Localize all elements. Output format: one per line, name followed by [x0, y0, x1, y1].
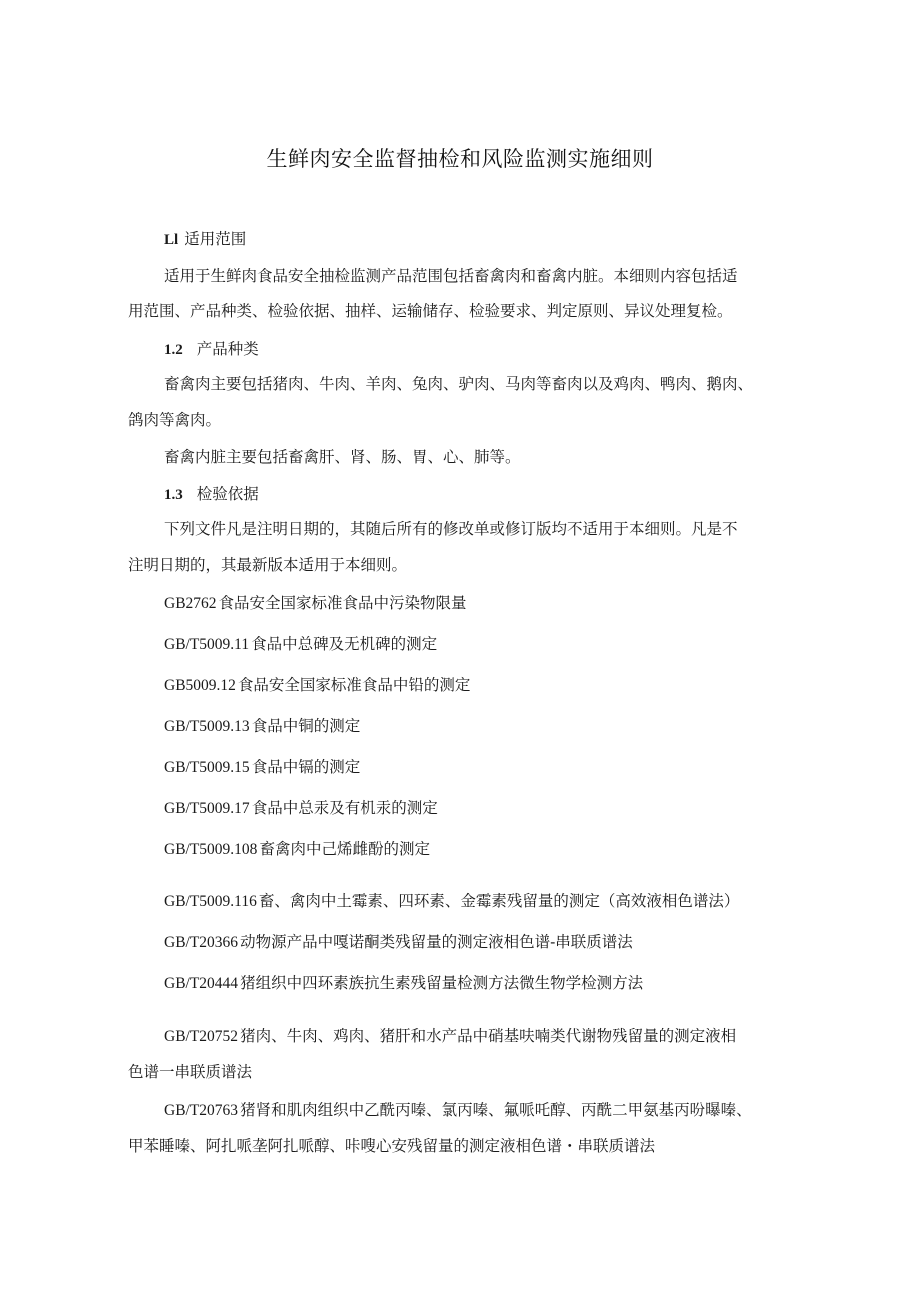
standard-code: GB/T5009.15 [164, 759, 250, 776]
standard-title: 畜、禽肉中土霉素、四环素、金霉素残留量的测定（高效液相色谱法） [258, 892, 740, 910]
section-title: 检验依据 [196, 485, 259, 503]
standard-item [164, 592, 467, 615]
standard-title: 猪肾和肌肉组织中乙酰丙嗪、氯丙嗪、氟哌吒醇、丙酰二甲氨基丙吩曝嗪、 [240, 1101, 752, 1119]
standard-code: GB5009.12 [164, 677, 236, 694]
section-number: 1.3 [164, 487, 183, 503]
standard-item [164, 890, 739, 913]
standard-code: GB2762 [164, 595, 217, 612]
standard-item [164, 715, 360, 738]
standard-title: 食品中铜的测定 [251, 717, 361, 735]
section-number: Ll [164, 232, 179, 248]
standard-item [164, 972, 643, 995]
standard-code: GB/T20366 [164, 934, 239, 951]
standard-title: 畜禽肉中己烯雌酚的测定 [259, 840, 430, 858]
standard-title: 食品中总汞及有机汞的测定 [251, 799, 438, 817]
standard-title: 食品安全国家标准食品中铅的测定 [237, 676, 471, 694]
standard-continuation: 色谱一串联质谱法 [128, 1063, 253, 1081]
section-title: 产品种类 [196, 340, 259, 358]
standard-code: GB/T5009.11 [164, 636, 250, 653]
paragraph-line: 注明日期的，其最新版本适用于本细则。 [128, 556, 408, 574]
paragraph-line: 用范围、产品种类、检验依据、抽样、运输储存、检验要求、判定原则、异议处理复检。 [128, 302, 733, 320]
section-heading-scope [164, 228, 246, 251]
standard-item [164, 838, 430, 861]
paragraph-line: 畜禽肉主要包括猪肉、牛肉、羊肉、兔肉、驴肉、马肉等畜肉以及鸡肉、鸭肉、鹅肉、 [164, 375, 754, 393]
standard-item [164, 756, 360, 779]
standard-item [164, 1099, 752, 1122]
standard-title: 食品中镉的测定 [251, 758, 361, 776]
paragraph-line: 畜禽内脏主要包括畜禽肝、肾、肠、胃、心、肺等。 [164, 448, 521, 466]
paragraph-line: 适用于生鲜肉食品安全抽检监测产品范围包括畜禽肉和畜禽内脏。本细则内容包括适 [164, 267, 738, 285]
standard-code: GB/T5009.17 [164, 800, 250, 817]
standard-title: 动物源产品中嘎诺酮类残留量的测定液相色谱-串联质谱法 [240, 933, 633, 951]
paragraph-line: 下列文件凡是注明日期的，其随后所有的修改单或修订版均不适用于本细则。凡是不 [164, 520, 738, 538]
section-number: 1.2 [164, 342, 183, 358]
standard-title: 猪肉、牛肉、鸡肉、猪肝和水产品中硝基呋喃类代谢物残留量的测定液相 [240, 1027, 737, 1045]
standard-item [164, 1025, 736, 1048]
section-heading-product-types [164, 338, 259, 361]
standard-title: 食品安全国家标准食品中污染物限量 [218, 594, 467, 612]
section-heading-inspection-basis [164, 483, 259, 506]
standard-item [164, 931, 633, 954]
standard-code: GB/T20752 [164, 1028, 239, 1045]
standard-code: GB/T20763 [164, 1102, 239, 1119]
standard-continuation: 甲苯睡嗪、阿扎哌垄阿扎哌醇、咔嗖心安残留量的测定液相色谱・串联质谱法 [128, 1137, 656, 1155]
standard-item [164, 674, 470, 697]
standard-title: 食品中总碑及无机碑的测定 [251, 635, 438, 653]
standard-item [164, 797, 438, 820]
paragraph-line: 鸽肉等禽肉。 [128, 411, 222, 429]
section-title: 适用范围 [184, 230, 247, 248]
standard-code: GB/T5009.108 [164, 841, 258, 858]
standard-code: GB/T5009.116 [164, 893, 257, 910]
standard-code: GB/T20444 [164, 975, 239, 992]
standard-code: GB/T5009.13 [164, 718, 250, 735]
standard-item [164, 633, 437, 656]
standard-title: 猪组织中四环素族抗生素残留量检测方法微生物学检测方法 [240, 974, 644, 992]
page-title: 生鲜肉安全监督抽检和风险监测实施细则 [266, 147, 654, 171]
